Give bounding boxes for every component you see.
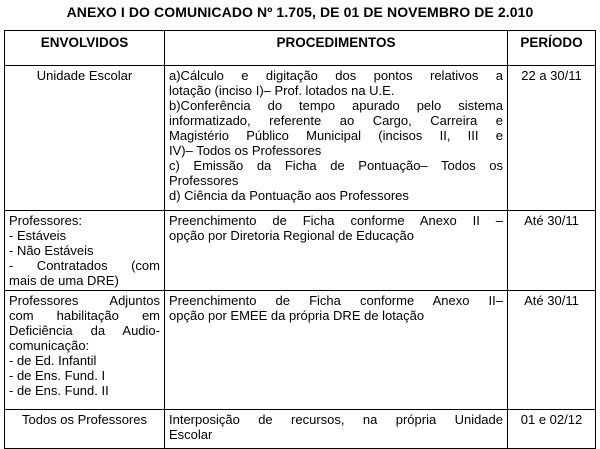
cell-line: - de Ens. Fund. I [9, 368, 106, 383]
cell-envolvidos [5, 410, 165, 449]
cell-periodo: 01 e 02/12 [508, 410, 596, 449]
cell-line: IV)– Todos os Professores [169, 143, 322, 158]
table-row [5, 291, 596, 410]
cell-line: Professores [169, 173, 239, 188]
cell-line: Preenchimento de Ficha conforme Anexo II– [169, 293, 503, 308]
cell-periodo: Até 30/11 [508, 211, 596, 291]
cell-line: informatizado, referente ao Cargo, Carreira e [169, 113, 503, 128]
cell-procedimentos [165, 211, 508, 291]
cell-line: c) Emissão da Ficha de Pontuação– Todos os [169, 158, 503, 173]
cell-envolvidos [5, 211, 165, 291]
header-procedimentos: PROCEDIMENTOS [165, 31, 508, 66]
table-row [5, 410, 596, 449]
cell-line: lotação (inciso I)– Prof. lotados na U.E. [169, 83, 395, 98]
table-row [5, 211, 596, 291]
cell-line: Escolar [169, 427, 213, 442]
cell-line: - Não Estáveis [9, 243, 94, 258]
cell-envolvidos [5, 291, 165, 410]
cell-line: Todos os Professores [21, 412, 147, 427]
cell-line: Professores: [9, 213, 82, 228]
cell-line: b)Conferência do tempo apurado pelo sistema [169, 98, 503, 113]
cell-procedimentos [165, 66, 508, 211]
table-row [5, 66, 596, 211]
cell-line: Magistério Público Municipal (incisos II, III e [169, 128, 503, 143]
cell-line: Preenchimento de Ficha conforme Anexo II – [169, 213, 503, 228]
cell-line: Interposição de recursos, na própria Unidade [169, 412, 503, 427]
cell-line: a)Cálculo e digitação dos pontos relativos a [169, 68, 503, 83]
table-header-row [5, 31, 596, 66]
cell-line: d) Ciência da Pontuação aos Professores [169, 188, 409, 203]
cell-line: Professores Adjuntos [9, 293, 160, 308]
cell-line: Unidade Escolar [36, 68, 133, 83]
cell-envolvidos [5, 66, 165, 211]
cell-line: - Estáveis [9, 228, 67, 243]
schedule-table [4, 30, 596, 449]
cell-line: opção por Diretoria Regional de Educação [169, 228, 414, 243]
cell-line: opção por EMEE da própria DRE de lotação [169, 308, 425, 323]
cell-periodo: Até 30/11 [508, 291, 596, 410]
cell-procedimentos [165, 291, 508, 410]
cell-periodo: 22 a 30/11 [508, 66, 596, 211]
cell-line: mais de uma DRE) [9, 273, 119, 288]
header-envolvidos: ENVOLVIDOS [5, 31, 165, 66]
cell-line: - de Ed. Infantil [9, 353, 97, 368]
cell-procedimentos [165, 410, 508, 449]
document-title: ANEXO I DO COMUNICADO Nº 1.705, DE 01 DE NOVEMBRO DE 2.010 [66, 4, 534, 20]
cell-line: - Contratados (com [9, 258, 160, 273]
cell-line: com habilitação em [9, 308, 160, 323]
header-periodo: PERÍODO [508, 31, 596, 66]
cell-line: - de Ens. Fund. II [9, 383, 109, 398]
cell-line: Deficiência da Audio- [9, 323, 160, 338]
cell-line: comunicação: [9, 338, 90, 353]
